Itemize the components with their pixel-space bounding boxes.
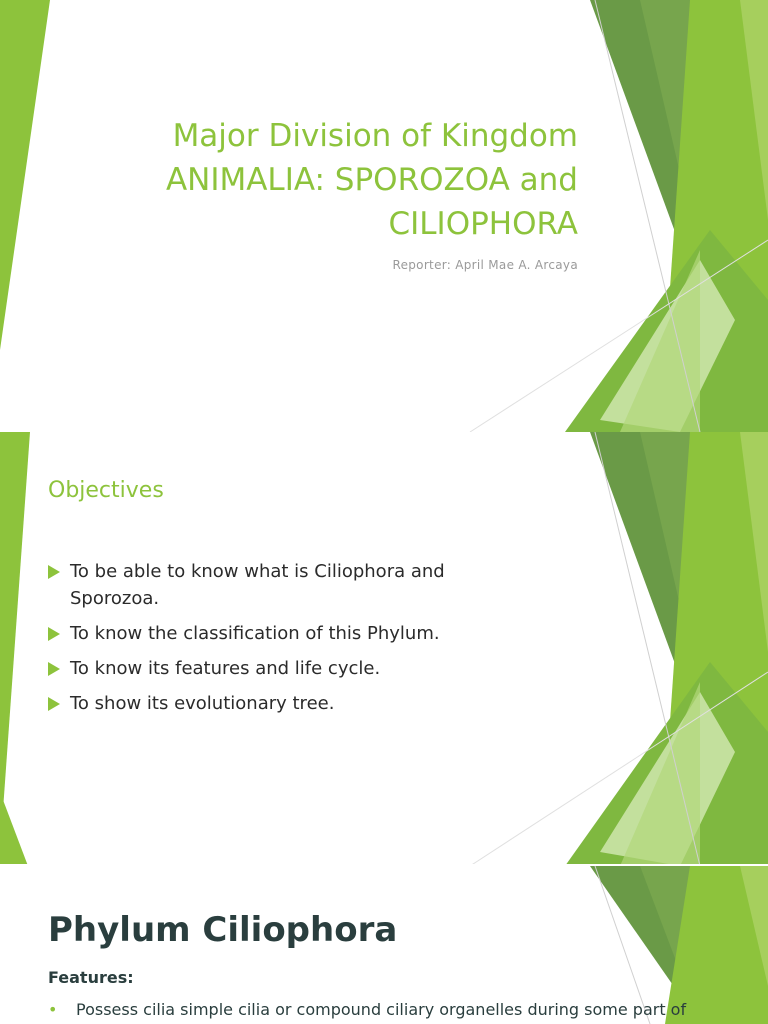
objectives-heading: Objectives [48, 478, 164, 503]
title-line-3: CILIOPHORA [388, 206, 578, 242]
feature-text: Possess cilia simple cilia or compound ciliary organelles during some part of [76, 1000, 687, 1019]
presentation-title [18, 114, 578, 246]
features-label: Features: [48, 968, 134, 987]
objective-item [48, 655, 568, 682]
triangle-bullet-icon [48, 565, 60, 579]
objective-text: To be able to know what is Ciliophora and [70, 561, 445, 582]
triangle-bullet-icon [48, 697, 60, 711]
triangle-bullet-icon [48, 662, 60, 676]
phylum-title: Phylum Ciliophora [48, 910, 398, 950]
bullet-dot-icon: • [48, 1000, 58, 1019]
objective-text: To show its evolutionary tree. [70, 693, 335, 714]
objective-item [48, 690, 568, 717]
feature-item [48, 1000, 758, 1019]
triangle-bullet-icon [48, 627, 60, 641]
phylum-slide [0, 866, 768, 1024]
objectives-slide [0, 432, 768, 866]
objectives-list [48, 558, 568, 725]
objective-text: Sporozoa. [70, 588, 160, 609]
objective-text: To know its features and life cycle. [70, 658, 381, 679]
objective-item [48, 558, 568, 612]
objective-item [48, 620, 568, 647]
title-slide [0, 0, 768, 432]
objective-text: To know the classification of this Phylum. [70, 623, 440, 644]
reporter-subtitle: Reporter: April Mae A. Arcaya [392, 258, 578, 272]
title-line-2: ANIMALIA: SPOROZOA and [165, 162, 578, 198]
title-line-1: Major Division of Kingdom [172, 118, 578, 154]
